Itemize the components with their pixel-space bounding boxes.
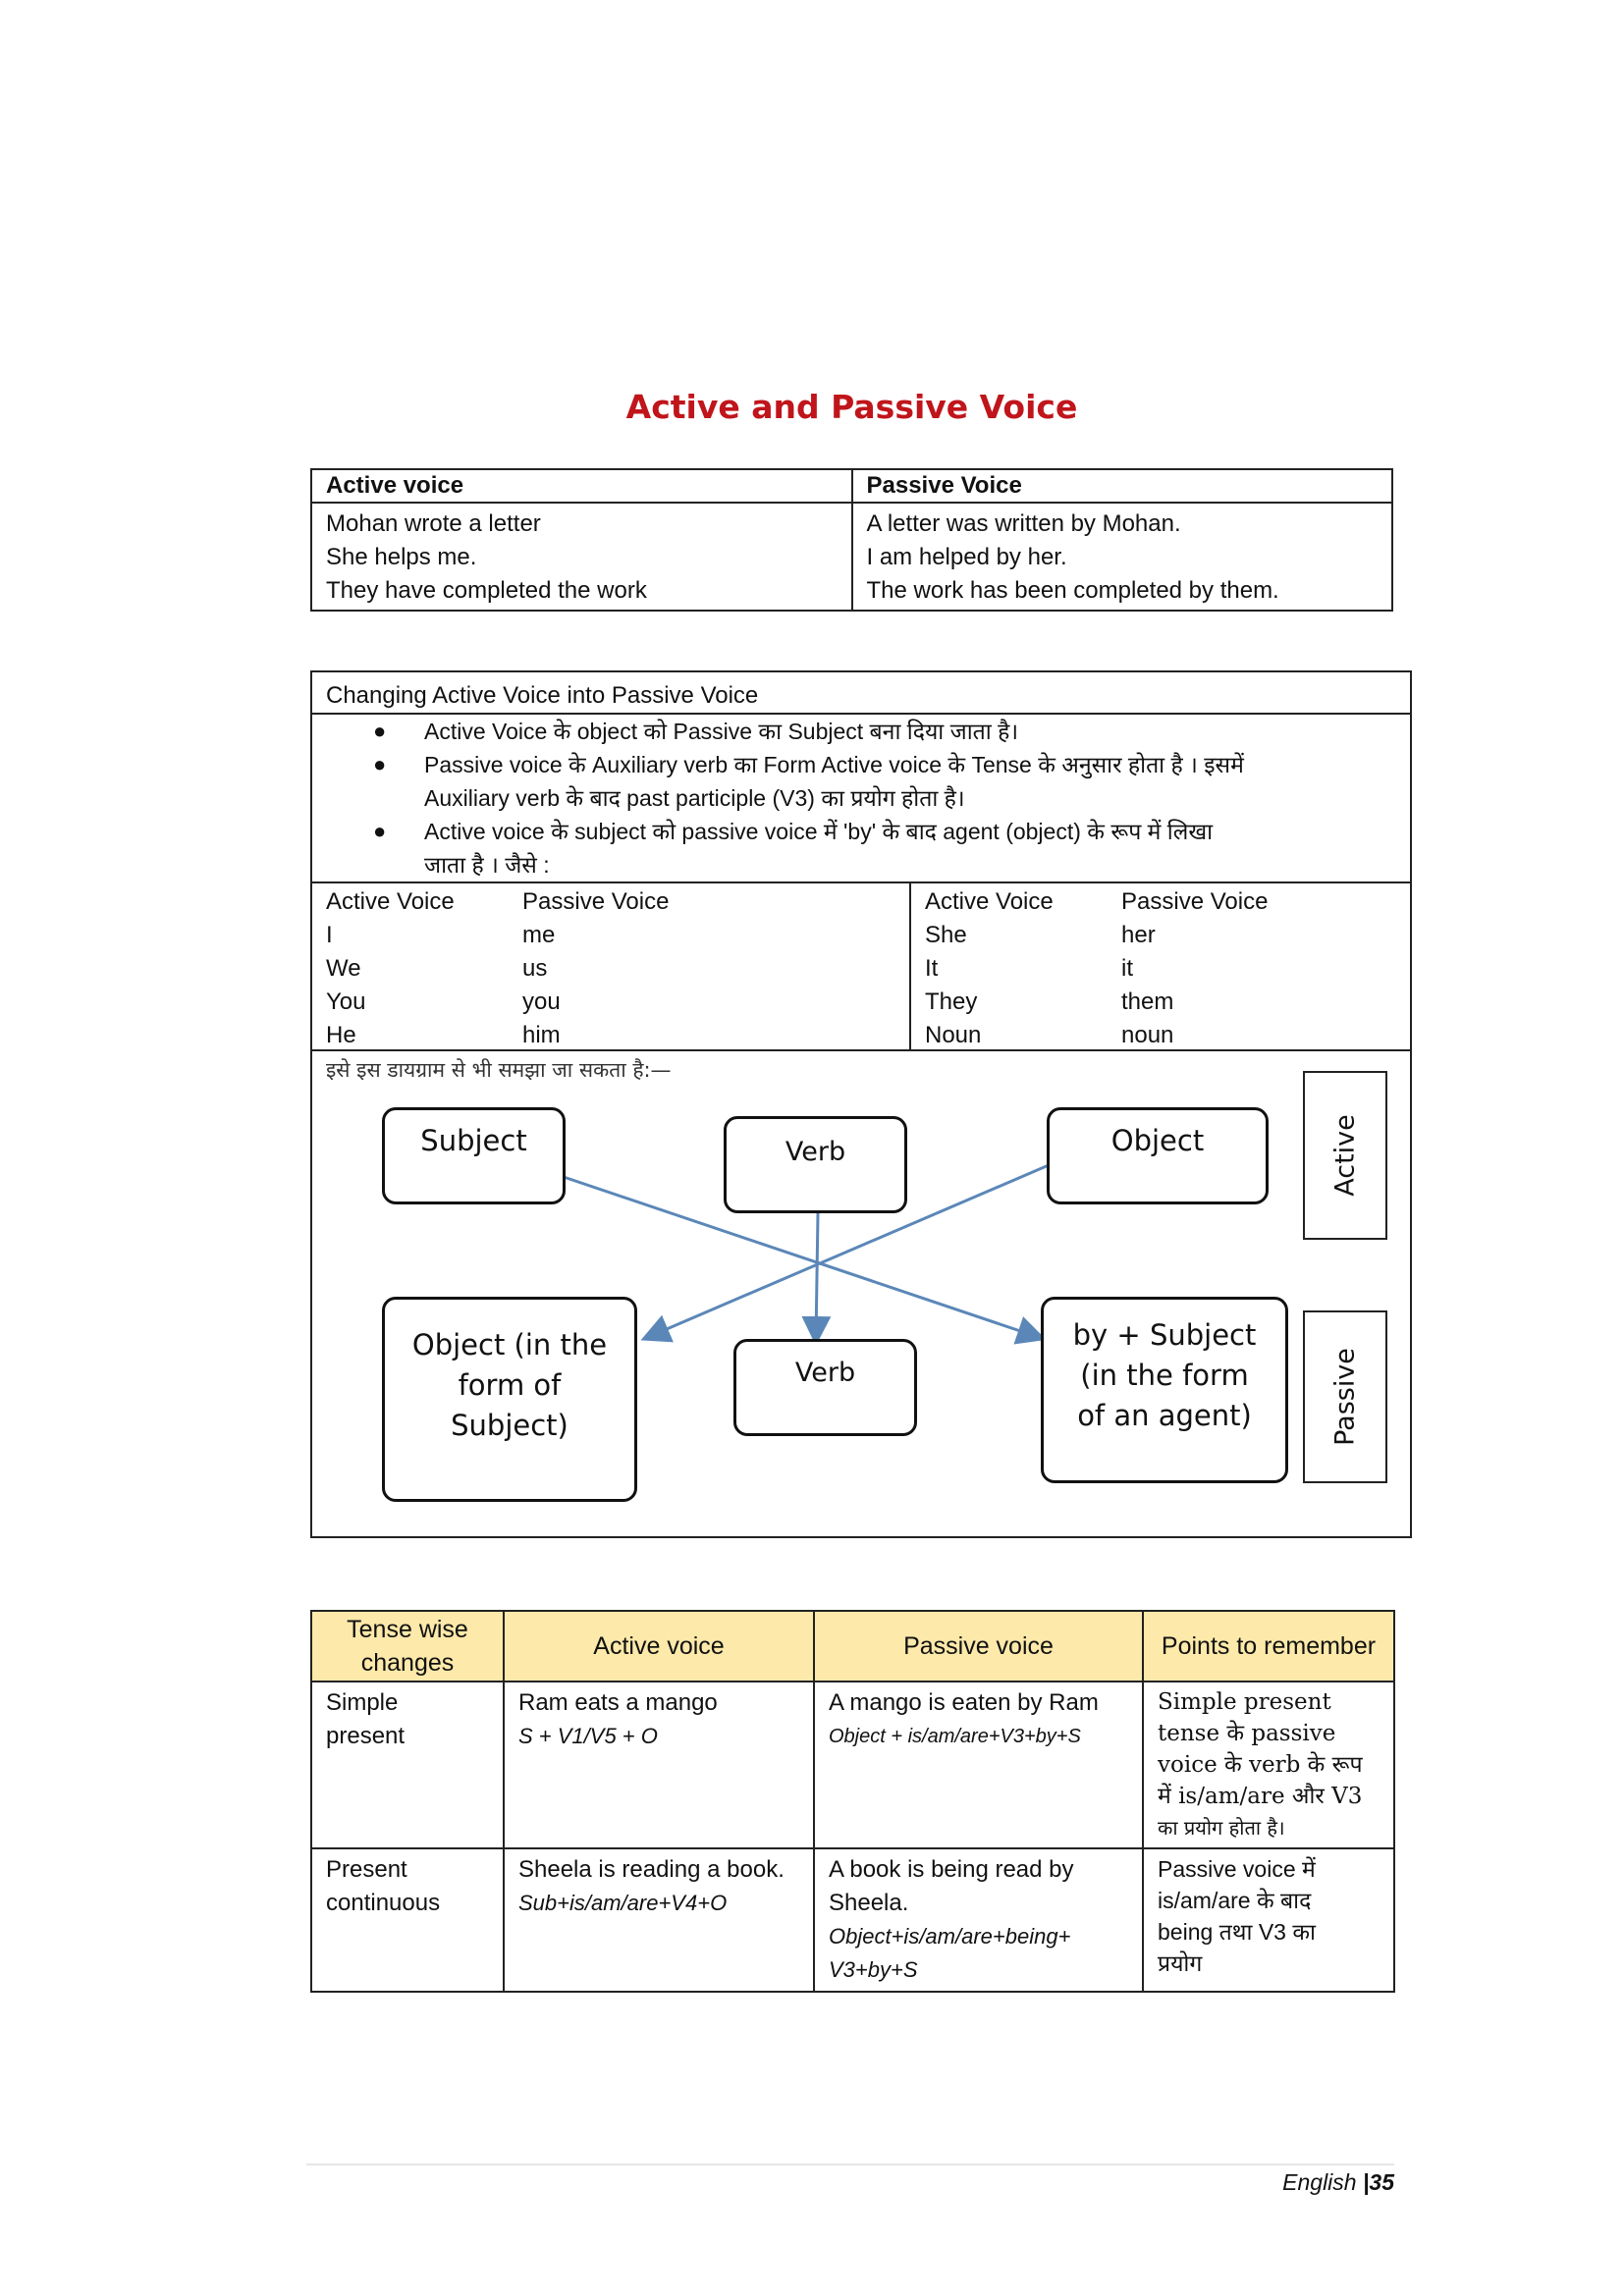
- tense-table: [310, 1610, 1395, 1993]
- points-line: में is/am/are और V3: [1158, 1784, 1363, 1809]
- rule-text: Active Voice के object को Passive का Subject बना दिया जाता है।: [424, 719, 1019, 744]
- points-line: voice के verb के रूप: [1158, 1752, 1363, 1778]
- passive-formula: Object + is/am/are+V3+by+S: [829, 1726, 1081, 1747]
- pronoun-passive: him: [522, 1022, 561, 1048]
- pronoun-passive: noun: [1121, 1022, 1174, 1048]
- passive-formula-line: Object+is/am/are+being+: [829, 1924, 1071, 1949]
- tense-header-tense: Tense wise changes: [311, 1611, 504, 1682]
- passive-sentence-line: Sheela.: [829, 1890, 909, 1916]
- pronoun-active: Noun: [925, 1022, 982, 1048]
- diagram-verb-label: Verb: [785, 1137, 846, 1167]
- footer-subject: English: [1282, 2169, 1357, 2195]
- diagram-subject-label: Subject: [420, 1124, 527, 1157]
- rule-text-cont: जाता है । जैसे :: [424, 852, 550, 878]
- active-formula: Sub+is/am/are+V4+O: [518, 1891, 728, 1915]
- passive-cell: [814, 1848, 1143, 1992]
- pronoun-active: She: [925, 922, 967, 948]
- tense-name-line: Present: [326, 1856, 407, 1883]
- diagram-passive-subject-box: [382, 1297, 637, 1502]
- bullet-icon: ●: [373, 819, 387, 843]
- pronoun-active: They: [925, 988, 978, 1015]
- passive-sentence-line: A book is being read by: [829, 1856, 1074, 1883]
- active-sentence: Ram eats a mango: [518, 1689, 718, 1716]
- diagram-agent-line: of an agent): [1077, 1399, 1252, 1432]
- points-line: Passive voice में: [1158, 1856, 1316, 1882]
- points-cell: [1143, 1848, 1394, 1992]
- pronoun-header-active: Active Voice: [326, 888, 455, 915]
- changing-voice-box: [310, 670, 1412, 1538]
- diagram-object-box: [1047, 1107, 1269, 1204]
- pronoun-header-passive: Passive Voice: [522, 888, 670, 915]
- pronoun-active: He: [326, 1022, 356, 1048]
- points-line: प्रयोग: [1158, 1950, 1203, 1976]
- table-row: [311, 1848, 1394, 1992]
- examples-active-cell: [311, 503, 852, 611]
- page-footer: [1282, 2169, 1394, 2196]
- points-line: tense के passive: [1158, 1721, 1336, 1746]
- pronoun-active: We: [326, 955, 361, 982]
- tense-name-line: present: [326, 1723, 406, 1749]
- tense-name-line: continuous: [326, 1890, 441, 1916]
- example-active-line: Mohan wrote a letter: [326, 510, 541, 537]
- diagram-verb-box-active: [724, 1116, 907, 1213]
- examples-header-passive: Passive Voice: [852, 469, 1393, 503]
- points-cell: [1143, 1682, 1394, 1848]
- footer-divider: [306, 2163, 1394, 2165]
- examples-passive-cell: [852, 503, 1393, 611]
- arrow-verb-to-verb: [816, 1213, 818, 1340]
- pronoun-active: I: [326, 922, 333, 948]
- example-active-line: They have completed the work: [326, 577, 647, 604]
- pronoun-active: You: [326, 988, 366, 1015]
- diagram-agent-box: [1041, 1297, 1288, 1483]
- pronoun-header-active: Active Voice: [925, 888, 1054, 915]
- diagram-passive-subject-line: Object (in the: [411, 1328, 608, 1362]
- passive-cell: [814, 1682, 1143, 1848]
- diagram-verb-box-passive: [733, 1339, 917, 1436]
- rule-text: Active voice के subject को passive voice में 'by' के बाद agent (object) के रूप में लिखा: [424, 819, 1214, 844]
- diagram-passive-subject-line: form of: [458, 1368, 562, 1402]
- diagram-verb-label: Verb: [794, 1358, 856, 1388]
- active-formula: S + V1/V5 + O: [518, 1724, 658, 1748]
- pronoun-passive: her: [1121, 922, 1156, 948]
- active-tag-label: Active: [1329, 1114, 1361, 1197]
- points-line: is/am/are के बाद: [1158, 1888, 1312, 1913]
- examples-header-active: Active voice: [311, 469, 852, 503]
- pronoun-passive: you: [522, 988, 561, 1015]
- passive-tag: [1303, 1310, 1387, 1483]
- diagram-object-label: Object: [1110, 1124, 1205, 1157]
- diagram-agent-line: by + Subject: [1072, 1318, 1257, 1352]
- diagram-subject-box: [382, 1107, 566, 1204]
- example-passive-line: I am helped by her.: [866, 544, 1067, 570]
- example-active-line: She helps me.: [326, 544, 477, 570]
- active-tag: [1303, 1071, 1387, 1240]
- pronoun-passive: me: [522, 922, 556, 948]
- page-number: 35: [1369, 2169, 1394, 2195]
- passive-formula-line: V3+by+S: [829, 1957, 918, 1982]
- active-cell: [504, 1682, 814, 1848]
- tense-header-passive: Passive voice: [814, 1611, 1143, 1682]
- passive-sentence: A mango is eaten by Ram: [829, 1689, 1099, 1716]
- bullet-icon: ●: [373, 752, 387, 776]
- diagram-note: इसे इस डायग्राम से भी समझा जा सकता है:—: [326, 1058, 672, 1082]
- tense-name-line: Simple: [326, 1689, 399, 1716]
- rule-text: Passive voice के Auxiliary verb का Form Active voice के Tense के अनुसार होता है । इसमें: [424, 752, 1244, 777]
- points-line: being तथा V3 का: [1158, 1919, 1316, 1945]
- table-row: [311, 1682, 1394, 1848]
- changing-heading: Changing Active Voice into Passive Voice: [312, 672, 1410, 715]
- pronoun-passive: us: [522, 955, 548, 982]
- passive-tag-label: Passive: [1329, 1348, 1361, 1446]
- tense-name-cell: [311, 1682, 504, 1848]
- active-cell: [504, 1848, 814, 1992]
- example-passive-line: The work has been completed by them.: [866, 577, 1279, 604]
- diagram-agent-line: (in the form: [1080, 1359, 1249, 1392]
- footer-separator: |: [1362, 2169, 1370, 2195]
- tense-name-cell: [311, 1848, 504, 1992]
- pronoun-active: It: [925, 955, 939, 982]
- tense-header-points: Points to remember: [1143, 1611, 1394, 1682]
- active-sentence: Sheela is reading a book.: [518, 1856, 785, 1883]
- tense-header-active: Active voice: [504, 1611, 814, 1682]
- points-line: Simple present: [1158, 1689, 1331, 1715]
- pronoun-passive: them: [1121, 988, 1174, 1015]
- pronoun-header-passive: Passive Voice: [1121, 888, 1269, 915]
- diagram-passive-subject-line: Subject): [451, 1409, 568, 1442]
- examples-table: [310, 468, 1393, 612]
- example-passive-line: A letter was written by Mohan.: [866, 510, 1181, 537]
- page-title: Active and Passive Voice: [625, 388, 1078, 426]
- bullet-icon: ●: [373, 719, 387, 743]
- pronoun-passive: it: [1121, 955, 1133, 982]
- rule-text-cont: Auxiliary verb के बाद past participle (V3) का प्रयोग होता है।: [424, 785, 965, 811]
- points-line: का प्रयोग होता है।: [1158, 1816, 1285, 1840]
